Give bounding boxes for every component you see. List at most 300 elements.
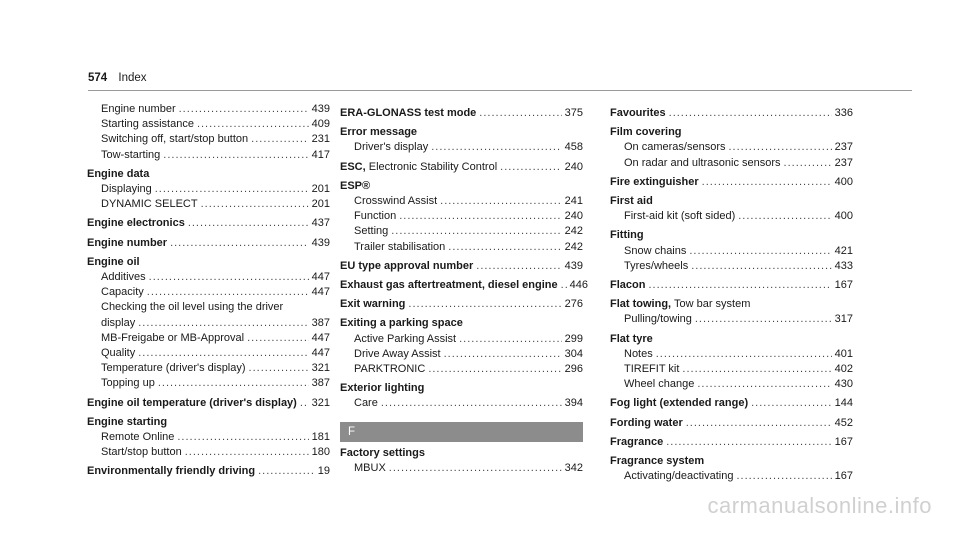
index-subentry: [87, 361, 330, 376]
index-entry: [87, 236, 330, 251]
dot-leader: [751, 396, 832, 411]
entry-label: Tow-starting: [101, 148, 161, 161]
index-subentry: [87, 132, 330, 147]
dot-leader: [258, 464, 315, 479]
dot-leader: [728, 140, 831, 155]
entry-heading: Flat tyre: [610, 332, 653, 345]
entry-label: MBUX: [354, 461, 386, 474]
dot-leader: [138, 346, 308, 361]
entry-text: [624, 156, 781, 171]
dot-leader: [702, 175, 832, 190]
page-ref: 317: [834, 313, 853, 326]
page-ref: 400: [834, 210, 853, 223]
index-subentry: Checking the oil level using the driver: [101, 301, 284, 314]
dot-leader: [185, 445, 309, 460]
page-ref: 180: [311, 446, 330, 459]
dot-leader: [188, 216, 309, 231]
index-subentry: [610, 362, 853, 377]
index-subentry: [87, 182, 330, 197]
entry-text: [87, 167, 149, 182]
dot-leader: [163, 148, 308, 163]
dot-leader: [251, 132, 308, 147]
entry-text: [101, 430, 174, 445]
dot-leader: [300, 396, 309, 411]
dot-leader: [389, 461, 562, 476]
entry-text: [87, 236, 167, 251]
page-ref: 387: [311, 316, 330, 329]
page-ref: 296: [564, 363, 583, 376]
entry-heading: First aid: [610, 195, 653, 208]
dot-leader: [686, 416, 832, 431]
index-subentry: [87, 331, 330, 346]
entry-text: [340, 381, 424, 396]
page-ref: 237: [834, 156, 853, 169]
dot-leader: [247, 331, 309, 346]
entry-label: Temperature (driver's display): [101, 362, 246, 375]
entry-text: [610, 278, 645, 293]
page-ref: 201: [311, 198, 330, 211]
entry-heading: Favourites: [610, 107, 666, 119]
entry-text: [101, 346, 135, 361]
entry-text: [340, 106, 476, 121]
page-number: 574: [88, 72, 108, 84]
index-entry: [610, 416, 853, 431]
page-ref: 242: [564, 225, 583, 238]
entry-text: [610, 396, 748, 411]
dot-leader: [408, 297, 561, 312]
entry-text: [354, 194, 437, 209]
index-subentry: [87, 102, 330, 117]
dot-leader: [138, 316, 308, 331]
index-subentry: [610, 312, 853, 327]
index-subentry: [87, 197, 330, 212]
index-entry: [610, 278, 853, 293]
index-entry: [610, 454, 853, 469]
index-entry: [340, 160, 583, 175]
index-entry: [87, 167, 330, 182]
index-subentry: [87, 285, 330, 300]
entry-text: [101, 102, 176, 117]
entry-label: Engine number: [101, 103, 176, 115]
entry-heading: Fog light (extended range): [610, 397, 749, 410]
page-ref: 167: [834, 470, 853, 483]
entry-text: [101, 316, 135, 331]
entry-heading: ESP®: [340, 179, 371, 192]
index-entry: [610, 297, 853, 312]
dot-leader: [669, 106, 832, 121]
entry-label: MB-Freigabe or MB-Approval: [101, 331, 245, 344]
index-subentry: [340, 240, 583, 255]
entry-text: [340, 160, 497, 175]
entry-text: [101, 132, 248, 147]
index-subentry: [87, 376, 330, 391]
index-subentry: [87, 148, 330, 163]
index-subentry: [340, 140, 583, 155]
dot-leader: [459, 332, 562, 347]
entry-heading: Fragrance: [610, 435, 664, 448]
entry-text: [624, 140, 725, 155]
dot-leader: [155, 182, 309, 197]
index-entry: [87, 216, 330, 231]
dot-leader: [428, 362, 561, 377]
dot-leader: [695, 312, 832, 327]
page-ref: 299: [564, 332, 583, 345]
entry-text: [87, 255, 140, 270]
page-ref: 19: [317, 465, 330, 478]
entry-text: [610, 297, 750, 312]
dot-leader: [500, 160, 562, 175]
entry-text: [354, 362, 425, 377]
letter-section-bar: F: [340, 422, 583, 442]
index-subentry: [340, 461, 583, 476]
entry-label: Displaying: [101, 183, 152, 196]
index-entry: [340, 179, 583, 194]
dot-leader: [440, 194, 562, 209]
entry-heading: Exiting a parking space: [340, 317, 463, 330]
index-subentry: [610, 244, 853, 259]
entry-text: [87, 216, 185, 231]
entry-heading: EU type approval number: [340, 259, 474, 272]
index-column-2: [340, 102, 588, 476]
page-ref: 167: [834, 435, 853, 448]
index-entry: [87, 464, 330, 479]
entry-label: TIREFIT kit: [624, 363, 680, 376]
page-ref: 421: [834, 244, 853, 257]
entry-text: [101, 197, 198, 212]
index-entry: [610, 396, 853, 411]
dot-leader: [666, 435, 831, 450]
entry-text: [101, 285, 144, 300]
entry-text: [624, 312, 692, 327]
entry-label: Crosswind Assist: [354, 195, 438, 208]
page-ref: 240: [564, 160, 583, 173]
entry-text: [340, 297, 405, 312]
entry-label: Remote Online: [101, 431, 175, 444]
entry-text: [101, 182, 152, 197]
entry-text: [354, 140, 428, 155]
index-subentry: [340, 396, 583, 411]
entry-heading: Fording water: [610, 416, 683, 429]
entry-text: [610, 228, 644, 243]
dot-leader: [197, 117, 309, 132]
dot-leader: [149, 270, 309, 285]
entry-label: PARKTRONIC: [354, 363, 426, 376]
entry-label: Quality: [101, 347, 136, 360]
dot-leader: [561, 278, 567, 293]
entry-text: [354, 332, 456, 347]
entry-heading: Engine number: [87, 236, 168, 249]
entry-heading: Engine electronics: [87, 217, 185, 230]
page-ref: 342: [564, 461, 583, 474]
section-title: Index: [118, 72, 147, 84]
entry-label: First-aid kit (soft sided): [624, 210, 736, 223]
index-subentry: [340, 347, 583, 362]
entry-text: [624, 259, 688, 274]
dot-leader: [656, 347, 832, 362]
page-ref: 458: [564, 141, 583, 154]
entry-label: Start/stop button: [101, 446, 182, 459]
page-ref: 447: [311, 286, 330, 299]
entry-text: [624, 377, 694, 392]
index-subentry: [340, 209, 583, 224]
page-ref: 394: [564, 397, 583, 410]
entry-text: [354, 461, 386, 476]
index-column-1: [87, 102, 330, 480]
entry-text: [610, 125, 682, 140]
entry-label: DYNAMIC SELECT: [101, 198, 198, 211]
dot-leader: [158, 376, 309, 391]
page-ref: 409: [311, 118, 330, 131]
entry-heading: Error message: [340, 126, 418, 139]
dot-leader: [479, 106, 561, 121]
page-ref: 336: [834, 107, 853, 119]
index-subentry: [87, 346, 330, 361]
index-subentry: [610, 259, 853, 274]
page-ref: 452: [834, 416, 853, 429]
entry-text: [101, 445, 182, 460]
index-subentry: [87, 445, 330, 460]
page-ref: 417: [311, 148, 330, 161]
entry-text: [354, 396, 378, 411]
dot-leader: [391, 224, 561, 239]
entry-heading: ERA-GLONASS test mode: [340, 107, 477, 119]
index-column-3: [610, 102, 853, 484]
dot-leader: [170, 236, 309, 251]
entry-label: Setting: [354, 225, 389, 238]
index-entry: [610, 435, 853, 450]
entry-label: Capacity: [101, 286, 144, 299]
index-subentry: [340, 224, 583, 239]
index-subentry: [340, 194, 583, 209]
page-ref: 304: [564, 347, 583, 360]
index-entry: [340, 446, 583, 461]
dot-leader: [444, 347, 562, 362]
entry-description: Tow bar system: [673, 298, 751, 311]
index-entry: [87, 255, 330, 270]
dot-leader: [682, 362, 831, 377]
index-subentry: [340, 332, 583, 347]
index-entry: [340, 381, 583, 396]
index-subentry: [340, 362, 583, 377]
page-ref: 447: [311, 347, 330, 360]
entry-heading: Fitting: [610, 229, 644, 242]
page-ref: 240: [564, 210, 583, 223]
entry-heading: Engine data: [87, 167, 150, 180]
entry-label: Function: [354, 210, 397, 223]
entry-text: [624, 209, 735, 224]
page-ref: 242: [564, 240, 583, 253]
entry-label: On cameras/sensors: [624, 141, 726, 154]
entry-text: [624, 362, 679, 377]
index-subentry: [87, 316, 330, 331]
entry-label: Topping up: [101, 377, 155, 390]
entry-text: [340, 259, 473, 274]
entry-text: [610, 175, 699, 190]
entry-text: [340, 278, 558, 293]
dot-leader: [249, 361, 309, 376]
page-ref: 387: [311, 377, 330, 390]
index-entry: [340, 259, 583, 274]
dot-leader: [689, 244, 831, 259]
entry-label: Tyres/wheels: [624, 259, 689, 272]
page-ref: 446: [569, 279, 588, 292]
entry-text: [354, 224, 388, 239]
page-ref: 276: [564, 298, 583, 311]
entry-text: [101, 376, 155, 391]
index-entry: [340, 278, 588, 293]
index-entry: [340, 297, 583, 312]
entry-label: Starting assistance: [101, 118, 194, 131]
entry-text: [624, 347, 653, 362]
index-entry: [610, 106, 853, 121]
entry-text: [354, 347, 441, 362]
entry-label: Wheel change: [624, 378, 695, 391]
index-subentry: [610, 209, 853, 224]
entry-label: Active Parking Assist: [354, 332, 457, 345]
entry-heading: Fragrance system: [610, 455, 705, 468]
entry-heading: Flat towing,: [610, 298, 672, 311]
entry-heading: Environmentally friendly driving: [87, 465, 256, 478]
index-entry: [610, 175, 853, 190]
entry-text: [610, 454, 704, 469]
page-ref: 437: [311, 217, 330, 230]
entry-label: Driver's display: [354, 141, 429, 154]
header-divider: [88, 90, 912, 91]
index-entry: [340, 316, 583, 331]
page-ref: 433: [834, 259, 853, 272]
page-header: [88, 72, 147, 84]
entry-heading: ESC,: [340, 160, 366, 173]
entry-heading: Engine oil: [87, 255, 140, 268]
watermark: carmanualsonline.info: [707, 493, 932, 518]
page-ref: 237: [834, 141, 853, 154]
page-ref: 144: [834, 397, 853, 410]
dot-leader: [381, 396, 562, 411]
entry-label: Additives: [101, 271, 146, 284]
index-entry: [610, 125, 853, 140]
page-ref: 201: [311, 183, 330, 196]
index-entry: [340, 106, 583, 121]
page-ref: 402: [834, 363, 853, 376]
index-subentry: [87, 270, 330, 285]
dot-leader: [201, 197, 309, 212]
entry-text: [610, 194, 653, 209]
entry-label: Drive Away Assist: [354, 347, 441, 360]
dot-leader: [648, 278, 831, 293]
page-ref: 400: [834, 175, 853, 188]
page-ref: 439: [311, 103, 330, 115]
entry-text: [87, 396, 297, 411]
page-ref: 241: [564, 195, 583, 208]
entry-label: Snow chains: [624, 244, 687, 257]
page-ref: 439: [311, 236, 330, 249]
entry-heading: Exit warning: [340, 298, 406, 311]
entry-text: [101, 331, 244, 346]
entry-text: [624, 244, 686, 259]
entry-text: [101, 270, 146, 285]
entry-description: Electronic Stability Control: [368, 160, 498, 173]
dot-leader: [476, 259, 561, 274]
page-ref: 430: [834, 378, 853, 391]
entry-text: [101, 148, 160, 163]
entry-label: Care: [354, 397, 378, 410]
index-entry: [87, 396, 330, 411]
entry-text: [610, 332, 653, 347]
page-ref: 375: [564, 107, 583, 119]
entry-heading: Factory settings: [340, 446, 425, 459]
index-subentry: [610, 140, 853, 155]
dot-leader: [738, 209, 831, 224]
entry-label: Trailer stabilisation: [354, 240, 446, 253]
dot-leader: [448, 240, 561, 255]
entry-text: [340, 446, 425, 461]
entry-text: [354, 240, 445, 255]
index-subentry: [610, 469, 853, 484]
index-subentry: [87, 117, 330, 132]
dot-leader: [399, 209, 561, 224]
page-ref: 321: [311, 396, 330, 409]
entry-heading: Film covering: [610, 126, 682, 139]
index-entry: [610, 194, 853, 209]
entry-label: display: [101, 316, 136, 329]
dot-leader: [147, 285, 309, 300]
index-subentry: [610, 156, 853, 171]
entry-text: [624, 469, 733, 484]
entry-heading: Exterior lighting: [340, 382, 425, 395]
dot-leader: [179, 102, 309, 117]
entry-text: [101, 117, 194, 132]
entry-text: [610, 435, 663, 450]
dot-leader: [697, 377, 831, 392]
entry-heading: Exhaust gas aftertreatment, diesel engine: [340, 279, 558, 292]
entry-label: Notes: [624, 347, 653, 360]
entry-label: Pulling/towing: [624, 313, 692, 326]
entry-heading: Engine oil temperature (driver's display): [87, 396, 297, 409]
entry-text: [340, 125, 417, 140]
entry-text: [340, 179, 370, 194]
entry-heading: Flacon: [610, 279, 646, 292]
index-subentry: [610, 377, 853, 392]
index-entry: [610, 228, 853, 243]
page-ref: 321: [311, 362, 330, 375]
dot-leader: [431, 140, 561, 155]
entry-text: [610, 416, 683, 431]
index-subentry: [610, 347, 853, 362]
entry-text: [101, 361, 246, 376]
index-entry: [87, 415, 330, 430]
page-ref: 439: [564, 259, 583, 272]
dot-leader: [691, 259, 831, 274]
page-ref: 401: [834, 347, 853, 360]
page-ref: 231: [311, 133, 330, 146]
dot-leader: [736, 469, 831, 484]
page-ref: 181: [311, 431, 330, 444]
page-ref: 447: [311, 271, 330, 284]
entry-label: Activating/deactivating: [624, 470, 734, 483]
entry-text: [610, 106, 666, 121]
index-subentry: [87, 430, 330, 445]
index-entry: [610, 332, 853, 347]
entry-heading: Fire extinguisher: [610, 175, 699, 188]
entry-text: [354, 209, 396, 224]
entry-label: Switching off, start/stop button: [101, 133, 249, 146]
entry-heading: Engine starting: [87, 415, 168, 428]
page-ref: 447: [311, 331, 330, 344]
entry-label: On radar and ultrasonic sensors: [624, 156, 781, 169]
entry-text: [87, 415, 167, 430]
dot-leader: [177, 430, 308, 445]
entry-text: [87, 464, 255, 479]
